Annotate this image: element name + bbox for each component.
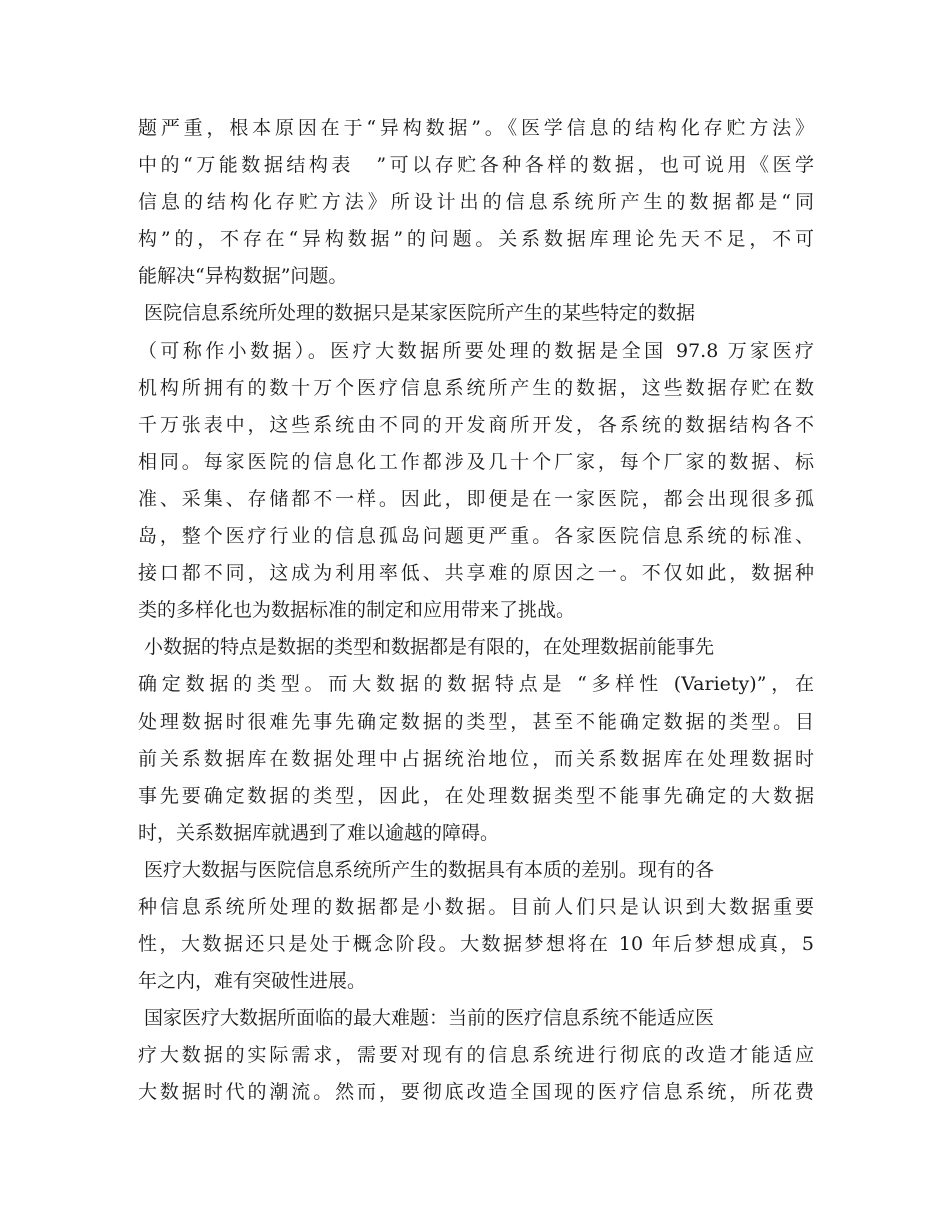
text-line: 构”的，不存在“异构数据”的问题。关系数据库理论先天不足，不可 xyxy=(138,228,814,251)
text-line: 千万张表中，这些系统由不同的开发商所开发，各系统的数据结构各不 xyxy=(138,413,814,436)
body-text xyxy=(138,110,814,1112)
text-line: 前关系数据库在数据处理中占据统治地位，而关系数据库在处理数据时 xyxy=(138,747,814,770)
text-line: 事先要确定数据的类型，因此，在处理数据类型不能事先确定的大数据 xyxy=(138,784,814,807)
text-line: 时，关系数据库就遇到了难以逾越的障碍。 xyxy=(138,821,500,844)
text-line: 信息的结构化存贮方法》所设计出的信息系统所产生的数据都是“同 xyxy=(138,191,814,214)
text-line: 接口都不同，这成为利用率低、共享难的原因之一。不仅如此，数据种 xyxy=(138,562,814,585)
text-line: 准、采集、存储都不一样。因此，即便是在一家医院，都会出现很多孤 xyxy=(138,487,814,510)
text-line: 确定数据的类型。而大数据的数据特点是 “多样性 (Variety)”，在 xyxy=(138,673,814,696)
text-line: 性，大数据还只是处于概念阶段。大数据梦想将在 10 年后梦想成真，5 xyxy=(138,933,814,956)
text-line: 年之内，难有突破性进展。 xyxy=(138,970,367,993)
text-line: 机构所拥有的数十万个医疗信息系统所产生的数据，这些数据存贮在数 xyxy=(138,376,814,399)
text-line: 类的多样化也为数据标准的制定和应用带来了挑战。 xyxy=(138,599,576,622)
text-line: 医院信息系统所处理的数据只是某家医院所产生的某些特定的数据 xyxy=(138,302,696,325)
text-line: 疗大数据的实际需求，需要对现有的信息系统进行彻底的改造才能适应 xyxy=(138,1044,814,1067)
text-line: 种信息系统所处理的数据都是小数据。目前人们只是认识到大数据重要 xyxy=(138,895,814,918)
text-line: 国家医疗大数据所面临的最大难题：当前的医疗信息系统不能适应医 xyxy=(138,1007,715,1030)
text-line: 能解决“异构数据”问题。 xyxy=(138,265,348,288)
text-line: （可称作小数据）。医疗大数据所要处理的数据是全国 97.8 万家医疗 xyxy=(138,339,814,362)
text-line: 中的“万能数据结构表 ”可以存贮各种各样的数据，也可说用《医学 xyxy=(138,154,814,177)
text-line: 岛，整个医疗行业的信息孤岛问题更严重。各家医院信息系统的标准、 xyxy=(138,525,814,548)
text-line: 题严重，根本原因在于“异构数据”。《医学信息的结构化存贮方法》 xyxy=(138,117,814,139)
text-line: 处理数据时很难先事先确定数据的类型，甚至不能确定数据的类型。目 xyxy=(138,710,814,733)
text-line: 相同。每家医院的信息化工作都涉及几十个厂家，每个厂家的数据、标 xyxy=(138,450,814,473)
text-line: 小数据的特点是数据的类型和数据都是有限的，在处理数据前能事先 xyxy=(138,636,715,659)
text-line: 大数据时代的潮流。然而，要彻底改造全国现的医疗信息系统，所花费 xyxy=(138,1081,814,1104)
text-line: 医疗大数据与医院信息系统所产生的数据具有本质的差别。现有的各 xyxy=(138,858,715,881)
